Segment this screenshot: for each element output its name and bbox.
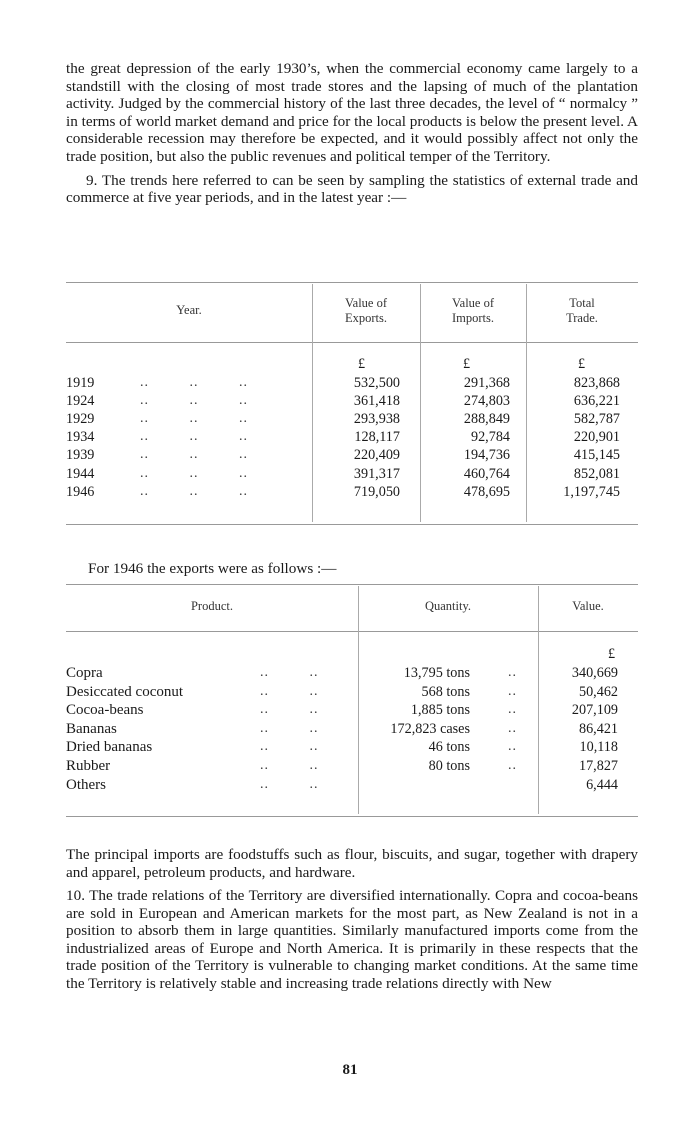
table2-cell-value: 6,444 <box>586 776 618 793</box>
paragraph-3: The principal imports are foodstuffs such as flour, biscuits, and sugar, together with drapery and apparel, petroleum products, and hardware. <box>66 846 638 881</box>
table1-cell-exports: 128,117 <box>354 429 400 446</box>
table1-cell-exports: 220,409 <box>353 447 400 464</box>
table2-cell-value: 207,109 <box>571 702 618 719</box>
leader-dots: .. .. .. <box>140 483 248 499</box>
table1-header-rule <box>66 342 638 343</box>
table2-cell-value: 340,669 <box>571 665 618 681</box>
table1-cell-year: 1929 <box>66 411 95 428</box>
table1-cell-year: 1939 <box>66 447 95 464</box>
table2-bottom-rule <box>66 816 638 817</box>
leader-dots: .. <box>508 702 517 718</box>
header-line: Trade. <box>566 311 598 325</box>
table2-cell-quantity: 46 tons <box>428 739 470 756</box>
table1-cell-imports: 274,803 <box>463 393 510 410</box>
leader-dots: .. <box>508 720 517 736</box>
table1-cell-total: 415,145 <box>573 447 620 464</box>
leader-dots: .. .. <box>260 702 319 718</box>
table1-cell-total: 852,081 <box>573 465 620 482</box>
table2-cell-quantity: 172,823 cases <box>390 720 470 737</box>
leader-dots: .. .. .. <box>140 429 248 445</box>
table1-cell-imports: 460,764 <box>463 465 510 482</box>
leader-dots: .. .. .. <box>140 393 248 409</box>
leader-dots: .. <box>508 683 517 699</box>
table2-cell-value: 17,827 <box>578 758 618 774</box>
table2-cell-value: 50,462 <box>578 683 618 700</box>
table2-header-value: Value. <box>572 599 604 613</box>
header-line: Value of <box>345 296 387 310</box>
paragraph-2: 9. The trends here referred to can be seen by sampling the statistics of external trade and commerce at five year periods, and in the latest year :— <box>66 171 638 207</box>
leader-dots: .. .. <box>260 683 319 699</box>
table1-header-imports <box>420 296 526 326</box>
table2-cell-product: Dried bananas <box>66 739 153 756</box>
table2-top-rule <box>66 584 638 585</box>
table1-cell-exports: 532,500 <box>353 375 400 391</box>
table2-cell-product: Copra <box>66 665 103 681</box>
table1-cell-year: 1944 <box>66 465 95 482</box>
header-line: Total <box>569 296 595 310</box>
table2-cell-quantity: 568 tons <box>421 683 470 700</box>
table1-cell-imports: 194,736 <box>463 447 510 464</box>
table1-cell-year: 1919 <box>66 375 95 391</box>
table2-cell-product: Others <box>66 776 106 793</box>
leader-dots: .. .. <box>260 739 319 755</box>
paragraph-1: the great depression of the early 1930’s, when the commercial economy came largely to a standstill with the closing of most trade stores and the lapsing of much of the plantation activity. Judged by the commercial history of the last three decades, the level of “ normalcy ” in terms of world market demand and price for the local products is below the present level. A considerable recession may therefore be expected, and it would possibly affect not only the trade position, but also the public revenues and political temper of the Territory. <box>66 60 638 165</box>
table2-header-quantity: Quantity. <box>424 599 472 613</box>
table1-cell-total: 1,197,745 <box>563 483 620 500</box>
currency-mark: £ <box>463 356 471 372</box>
page-number: 81 <box>342 1062 358 1078</box>
table1-cell-exports: 391,317 <box>353 465 400 482</box>
table1-cell-year: 1946 <box>66 483 95 500</box>
leader-dots: .. .. <box>260 720 319 736</box>
table2-cell-product: Rubber <box>66 758 111 774</box>
table2-cell-product: Bananas <box>66 720 117 737</box>
leader-dots: .. .. .. <box>140 447 248 463</box>
currency-mark: £ <box>358 356 366 372</box>
text-block-top <box>66 60 638 207</box>
table1-bottom-rule <box>66 524 638 525</box>
table1-cell-year: 1924 <box>66 393 95 410</box>
table2-cell-product: Cocoa-beans <box>66 702 144 719</box>
leader-dots: .. <box>508 758 517 773</box>
table2-cell-quantity: 1,885 tons <box>410 702 470 719</box>
leader-dots: .. .. .. <box>140 465 248 481</box>
table2-cell-product: Desiccated coconut <box>66 683 184 700</box>
table1-cell-imports: 92,784 <box>470 429 510 446</box>
table1-cell-year: 1934 <box>66 429 95 446</box>
table2-cell-value: 86,421 <box>578 720 618 737</box>
leader-dots: .. .. <box>260 665 319 680</box>
leader-dots: .. .. .. <box>140 411 248 427</box>
table1-cell-imports: 478,695 <box>463 483 510 500</box>
table1-cell-total: 220,901 <box>573 429 620 446</box>
leader-dots: .. <box>508 739 517 755</box>
table1-cell-imports: 291,368 <box>463 375 510 391</box>
table2-cell-value: 10,118 <box>579 739 618 756</box>
table2-cell-quantity: 80 tons <box>428 758 470 774</box>
paragraph-4: 10. The trade relations of the Territory are diversified internationally. Copra and cocoa-beans are sold in European and American markets for the most part, as New Zealand is not in a position to absorb them in large quantities. Similarly manufactured imports come from the industrialized areas of Europe and North America. It is primarily in these respects that the trade position of the Territory is vulnerable to changing market conditions. At the same time the Territory is relatively stable and increasing trade relations directly with New <box>66 887 638 992</box>
currency-mark: £ <box>578 356 586 372</box>
table1-cell-exports: 719,050 <box>353 483 400 500</box>
table1-cell-total: 636,221 <box>573 393 620 410</box>
table2-header-rule <box>66 631 638 632</box>
table1-header-exports <box>312 296 420 326</box>
header-line: Exports. <box>344 311 387 325</box>
table1-top-rule <box>66 282 638 283</box>
table1-header-year: Year. <box>176 303 202 317</box>
header-line: Imports. <box>451 311 494 325</box>
table1-cell-exports: 293,938 <box>353 411 400 428</box>
table1-cell-exports: 361,418 <box>353 393 400 410</box>
currency-mark: £ <box>608 646 616 662</box>
table1-header-total <box>526 296 638 326</box>
table2-cell-quantity: 13,795 tons <box>403 665 470 681</box>
header-line: Value of <box>452 296 494 310</box>
table1-cell-total: 823,868 <box>573 375 620 391</box>
leader-dots: .. <box>508 665 517 680</box>
leader-dots: .. .. <box>260 776 319 792</box>
table2-caption: For 1946 the exports were as follows :— <box>88 560 337 577</box>
leader-dots: .. .. .. <box>140 375 248 390</box>
table2-header-product: Product. <box>190 599 233 613</box>
leader-dots: .. .. <box>260 758 319 773</box>
table1-cell-imports: 288,849 <box>463 411 510 428</box>
table1-cell-total: 582,787 <box>573 411 620 428</box>
